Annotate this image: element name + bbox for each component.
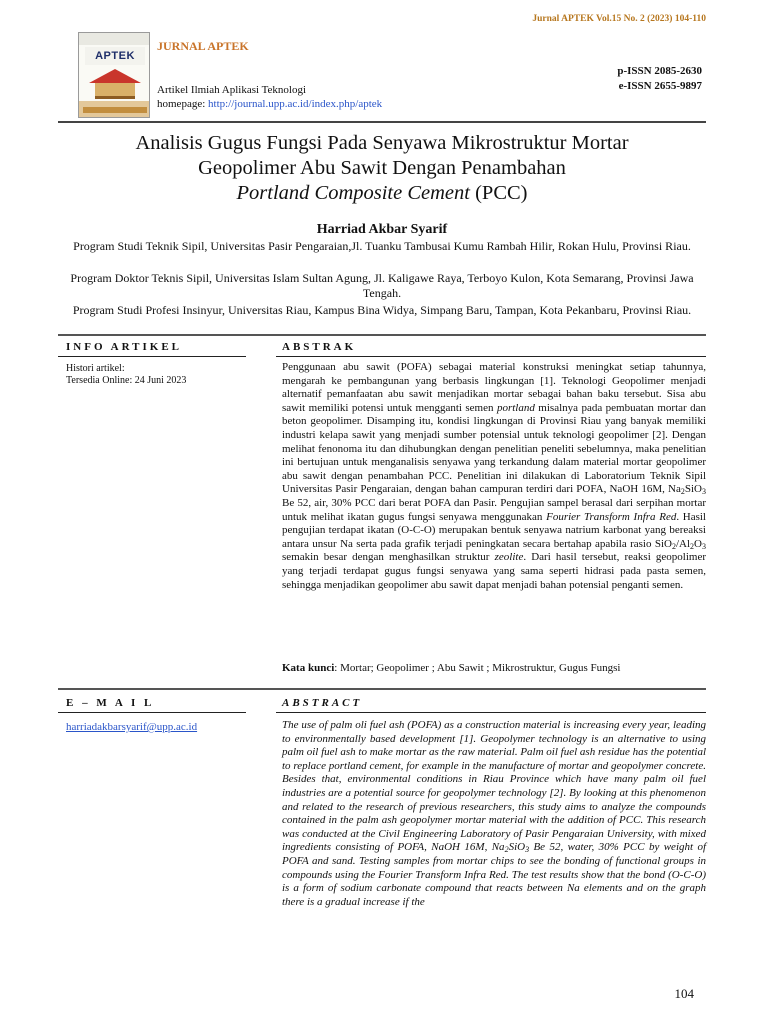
e-issn: e-ISSN 2655-9897 bbox=[618, 80, 702, 92]
article-history bbox=[66, 363, 246, 387]
paper-title bbox=[58, 131, 706, 206]
running-head: Jurnal APTEK Vol.15 No. 2 (2023) 104-110 bbox=[532, 14, 706, 24]
info-artikel-heading: INFO ARTIKEL bbox=[66, 341, 182, 353]
title-line-2: Geopolimer Abu Sawit Dengan Penambahan bbox=[198, 157, 566, 179]
section-rule-top bbox=[58, 334, 706, 336]
email-rule bbox=[58, 712, 246, 713]
abstract-text: The use of palm oli fuel ash (POFA) as a construction material is increasing every year, leading to environmentally based development [1]. Geopolymer technology is an alternative to using palm oil fuel ash to make mortar as the raw material. Palm oil fuel ash residue has the potential to replace portland cement, for example in the manufacture of mortar and geopolymer concrete. Besides that, environmental conditions in Riau Province which have many palm oil fuel industries are a potential source for geopolymer technology [2]. By looking at this phenomenon and related to the research of previous researchers, this study aims to analyze the compounds contained in the palm ash geopolymer mortar material with the addition of PCC. This research was conducted at the Civil Engineering Laboratory of Pasir Pengaraian University, with mixed ingredients consisting of POFA, NaOH 16M, $Na_2SiO_3$ Be 52, water, 30% PCC by weight of POFA and sand. Testing samples from mortar chips to see the bonding of functional groups in compounds using the Fourier Transform Infra Red. The test results show that the bond (O-C-O) is a form of sodium carbonate compound that reacts between Na elements and on the graph there is a gradual increase if the bbox=[282, 719, 707, 908]
author-email-link[interactable]: harriadakbarsyarif@upp.ac.id bbox=[66, 721, 198, 733]
abstract-rule bbox=[276, 712, 706, 713]
affiliation-2: Program Doktor Teknis Sipil, Universitas Islam Sultan Agung, Jl. Kaligawe Raya, Terboyo Kulon, Kota Semarang, Provinsi Jawa Tengah. bbox=[70, 271, 694, 300]
abstrak-rule bbox=[276, 356, 706, 357]
keywords bbox=[282, 662, 706, 674]
title-italic: Portland Composite Cement bbox=[236, 182, 470, 204]
affiliation-1: Program Studi Teknik Sipil, Universitas Pasir Pengaraian,Jl. Tuanku Tambusai Kumu Rambah Hilir, Rokan Hulu, Provinsi Riau. bbox=[73, 239, 691, 253]
issn-block bbox=[617, 64, 702, 94]
keywords-label: Kata kunci bbox=[282, 662, 335, 674]
online-date: Tersedia Online: 24 Juni 2023 bbox=[66, 375, 187, 386]
aptek-logo: APTEK bbox=[85, 47, 145, 65]
page-number: 104 bbox=[674, 986, 694, 1001]
keywords-list: : Mortar; Geopolimer ; Abu Sawit ; Mikrostruktur, Gugus Fungsi bbox=[334, 662, 621, 674]
p-issn: p-ISSN 2085-2630 bbox=[617, 65, 702, 77]
abstrak-heading: ABSTRAK bbox=[282, 341, 357, 353]
abstract-heading: ABSTRACT bbox=[282, 697, 363, 709]
title-line-1: Analisis Gugus Fungsi Pada Senyawa Mikrostruktur Mortar bbox=[135, 132, 629, 154]
title-rest: (PCC) bbox=[469, 182, 528, 204]
title-line-3 bbox=[58, 181, 706, 206]
journal-homepage bbox=[157, 98, 382, 110]
homepage-label: homepage: bbox=[157, 98, 209, 110]
homepage-link[interactable]: http://journal.upp.ac.id/index.php/aptek bbox=[208, 98, 383, 110]
journal-name: JURNAL APTEK bbox=[157, 39, 249, 53]
abstrak-text: Penggunaan abu sawit (POFA) sebagai material konstruksi meningkat setiap tahunnya, mengarah ke pembangunan yang berbasis lingkungan [1]. Teknologi Geopolimer menjadi alternatif pemanfaatan abu sawit menjadikan mortar sebagai bahan baku tersebut. Sisa abu sawit memiliki potensi untuk mengganti semen portland misalnya pada pembuatan mortar dan beton geopolimer. Disamping itu, kondisi lingkungan di Provinsi Riau yang banyak memiliki industri kelapa sawit yang menjadi sumber potensial untuk teknologi geopolimer [2]. Dengan melihat fenonoma itu dan dihubungkan dengan penelitian peneliti sebelumnya, maka penelitian ini bertujuan untuk menganalisis senyawa yang terkandung dalam material mortar geopolimer abu sawit dengan penambahan PCC. Penelitian ini dilakukan di Laboratorium Teknik Sipil Universitas Pasir Pengaraian, dengan bahan campuran terdiri dari POFA, NaOH 16M, $Na_2SiO_3$ Be 52, air, 30% PCC dari berat POFA dan Pasir. Pengujian sampel berasal dari serpihan mortar untuk melihat ikatan gugus fungsi senyawa menggunakan Fourier Transform Infra Red. Hasil pengujian terdapat ikatan (O-C-O) merupakan bentuk senyawa natrium karbonat yang bereaksi antara unsur Na serta pada grafik terjadi peningkatan secara bertahap apabila rasio $SiO_2/Al_2O_3$ semakin besar dengan menghasilkan struktur zeolite. Dari hasil tersebut, reaksi geopolimer yang terjadi terdapat gugus fungsi senyawa yang sama seperti hidrasi pada pasta semen, sehingga menjadikan geopolimer abu sawit dapat menjadi bahan potensial penganti semen. bbox=[282, 361, 706, 591]
header-rule bbox=[58, 121, 706, 123]
journal-cover-image bbox=[78, 32, 150, 118]
history-label: Histori artikel: bbox=[66, 363, 125, 374]
email-heading: E – M A I L bbox=[66, 697, 155, 709]
section-rule-middle bbox=[58, 688, 706, 690]
affiliation-3: Program Studi Profesi Insinyur, Universitas Riau, Kampus Bina Widya, Simpang Baru, Tampan, Kota Pekanbaru, Provinsi Riau. bbox=[72, 303, 692, 317]
author-name: Harriad Akbar Syarif bbox=[316, 222, 448, 237]
journal-subtitle: Artikel Ilmiah Aplikasi Teknologi bbox=[157, 84, 307, 96]
journal-header bbox=[78, 30, 706, 120]
info-artikel-rule bbox=[58, 356, 246, 357]
